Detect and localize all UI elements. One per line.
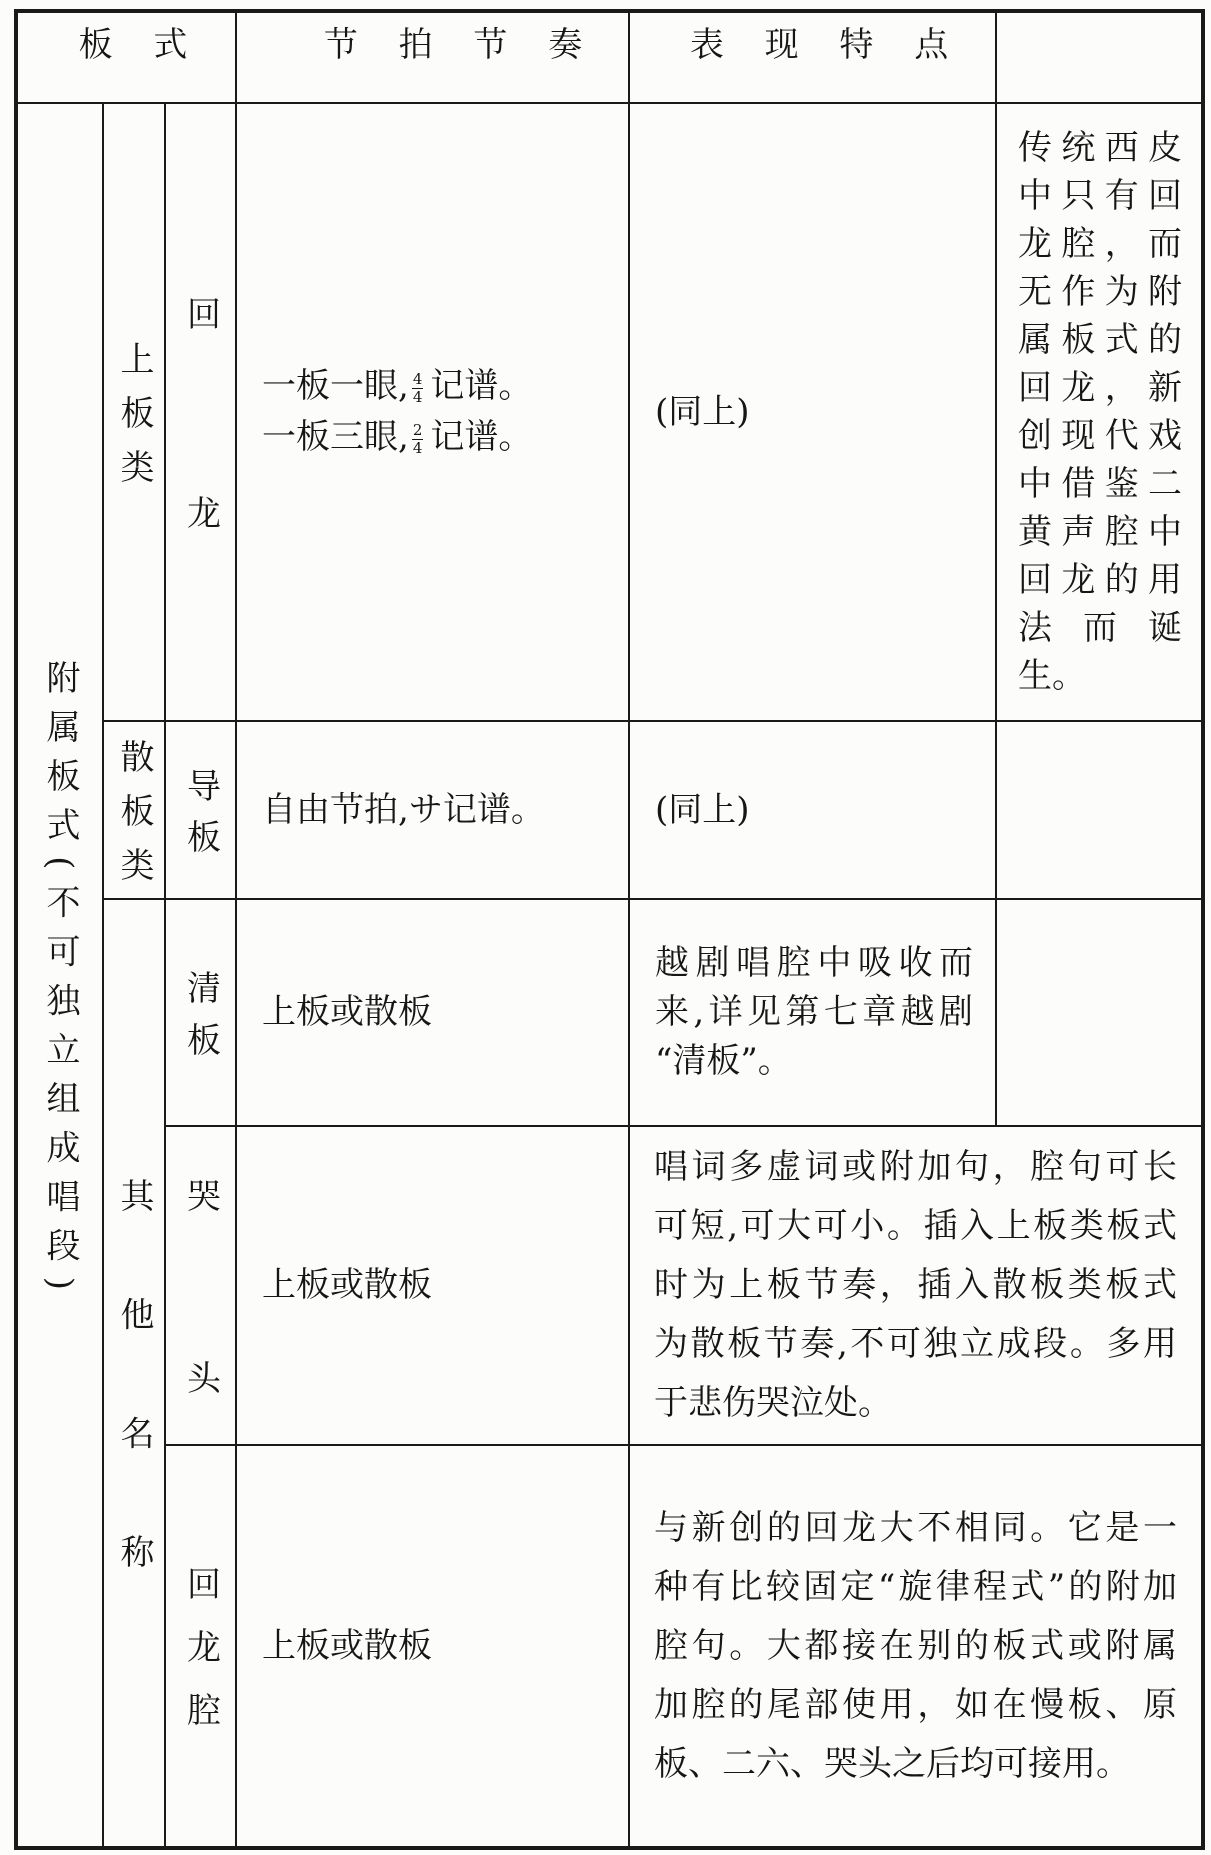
banshi-name-cell bbox=[165, 721, 236, 899]
banshi-table bbox=[14, 9, 1205, 1850]
category-label: 附属板式(不可独立组成唱段) bbox=[40, 660, 80, 1290]
notes-line: 回龙的用 bbox=[1018, 560, 1183, 600]
features-line: “清板”。 bbox=[655, 1041, 792, 1081]
rhythm-line bbox=[262, 412, 606, 463]
rhythm-suffix: 记谱。 bbox=[430, 366, 533, 406]
features-cell bbox=[629, 899, 996, 1126]
group-label-shangban: 上板类 bbox=[114, 341, 154, 483]
banshi-name-cell bbox=[165, 1445, 236, 1848]
features-line: 加腔的尾部使用，如在慢板、原 bbox=[654, 1684, 1178, 1725]
notes-line: 传统西皮 bbox=[1018, 128, 1183, 168]
banshi-name-qingban: 清板 bbox=[180, 969, 221, 1056]
rhythm-cell bbox=[236, 1126, 629, 1445]
banshi-name-cell bbox=[165, 1126, 236, 1445]
features-line: 于悲伤哭泣处。 bbox=[654, 1383, 893, 1423]
banshi-name-huilong: 回龙 bbox=[180, 295, 221, 529]
table-row bbox=[16, 1445, 1203, 1848]
rhythm-text: 一板一眼, bbox=[262, 366, 409, 406]
features-line: 板、二六、哭头之后均可接用。 bbox=[654, 1743, 1131, 1784]
features-cell bbox=[629, 1126, 1203, 1445]
notes-line: 生。 bbox=[1018, 656, 1087, 696]
header-rhythm: 节 拍 节 奏 bbox=[236, 11, 629, 103]
header-row bbox=[16, 11, 1203, 103]
time-signature bbox=[412, 420, 424, 457]
rhythm-text: 上板或散板 bbox=[262, 992, 433, 1033]
rhythm-text: 上板或散板 bbox=[262, 1625, 433, 1666]
table-row bbox=[16, 1126, 1203, 1445]
notes-cell bbox=[996, 721, 1203, 899]
banshi-name-huilongqiang: 回龙腔 bbox=[180, 1566, 221, 1726]
group-label-qita: 其他名称 bbox=[114, 1178, 154, 1568]
rhythm-cell bbox=[236, 1445, 629, 1848]
header-notes bbox=[996, 11, 1203, 103]
rhythm-suffix: 记谱。 bbox=[430, 417, 533, 457]
features-line: 可短,可大可小。插入上板类板式 bbox=[654, 1206, 1178, 1246]
group-cell bbox=[103, 103, 165, 721]
features-cell bbox=[629, 721, 996, 899]
features-line: 与新创的回龙大不相同。它是一 bbox=[654, 1507, 1178, 1548]
features-line: 时为上板节奏，插入散板类板式 bbox=[654, 1265, 1178, 1305]
table-row bbox=[16, 721, 1203, 899]
table-row bbox=[16, 899, 1203, 1126]
time-signature bbox=[412, 369, 424, 406]
features-text: (同上) bbox=[655, 789, 750, 830]
features-line: 种有比较固定“旋律程式”的附加 bbox=[654, 1566, 1178, 1607]
notes-line: 中借鉴二 bbox=[1018, 464, 1183, 504]
rhythm-text: 上板或散板 bbox=[262, 1265, 433, 1306]
features-text: (同上) bbox=[655, 391, 750, 432]
banshi-name-cell bbox=[165, 103, 236, 721]
notes-cell bbox=[996, 103, 1203, 721]
notes-cell bbox=[996, 899, 1203, 1126]
notes-line: 龙腔，而 bbox=[1018, 224, 1183, 264]
notes-line: 黄声腔中 bbox=[1018, 512, 1183, 552]
time-signature-numerator: 4 bbox=[412, 369, 423, 388]
group-cell bbox=[103, 899, 165, 1848]
notes-line: 创现代戏 bbox=[1018, 416, 1183, 456]
header-features: 表 现 特 点 bbox=[629, 11, 996, 103]
group-cell bbox=[103, 721, 165, 899]
rhythm-cell bbox=[236, 899, 629, 1126]
features-line: 唱词多虚词或附加句，腔句可长 bbox=[654, 1147, 1178, 1187]
rhythm-line bbox=[262, 361, 606, 412]
banshi-name-daoban: 导板 bbox=[180, 767, 221, 853]
time-signature-numerator: 2 bbox=[412, 420, 423, 439]
features-cell bbox=[629, 1445, 1203, 1848]
table-row bbox=[16, 103, 1203, 721]
time-signature-denominator: 4 bbox=[412, 438, 423, 457]
rhythm-cell bbox=[236, 103, 629, 721]
features-cell bbox=[629, 103, 996, 721]
category-cell bbox=[16, 103, 103, 1848]
notes-line: 属板式的 bbox=[1018, 320, 1183, 360]
rhythm-text: 一板三眼, bbox=[262, 417, 409, 457]
group-label-sanban: 散板类 bbox=[114, 739, 154, 881]
notes-line: 无作为附 bbox=[1018, 272, 1183, 312]
features-line: 腔句。大都接在别的板式或附属 bbox=[654, 1625, 1178, 1666]
banshi-name-cell bbox=[165, 899, 236, 1126]
rhythm-cell bbox=[236, 721, 629, 899]
notes-line: 回龙，新 bbox=[1018, 368, 1183, 408]
notes-line: 法而诞 bbox=[1018, 608, 1183, 648]
notes-line: 中只有回 bbox=[1018, 176, 1183, 216]
time-signature-denominator: 4 bbox=[412, 387, 423, 406]
header-banshi: 板 式 bbox=[16, 11, 236, 103]
rhythm-text: 自由节拍,サ记谱。 bbox=[262, 789, 545, 830]
features-line: 为散板节奏,不可独立成段。多用 bbox=[654, 1324, 1178, 1364]
banshi-name-kutou: 哭头 bbox=[180, 1177, 221, 1394]
features-line: 越剧唱腔中吸收而 bbox=[655, 943, 974, 983]
features-line: 来,详见第七章越剧 bbox=[655, 992, 974, 1032]
